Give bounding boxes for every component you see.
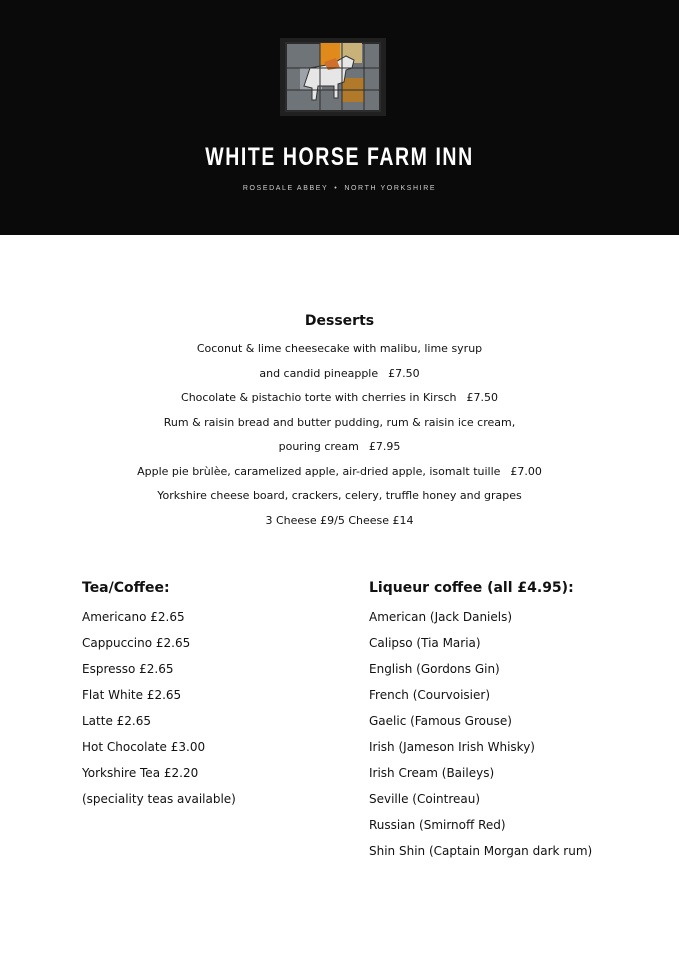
tea-coffee-item: Espresso £2.65 [82,662,174,676]
dessert-line [0,411,679,436]
tea-coffee-section [82,577,236,812]
liqueur-coffee-item: Irish (Jameson Irish Whisky) [369,740,535,754]
location-village: ROSEDALE ABBEY [242,185,329,192]
liqueur-coffee-item: Russian (Smirnoff Red) [369,818,506,832]
dessert-price: £7.00 [510,464,542,478]
dessert-line [0,386,679,411]
stained-glass-horse-logo-icon [280,38,386,116]
location-county: NORTH YORKSHIRE [344,185,437,192]
dessert-line-text: 3 Cheese £9/5 Cheese £14 [265,513,414,527]
tea-coffee-item: Latte £2.65 [82,714,151,728]
dessert-line-text: Coconut & lime cheesecake with malibu, lime syrup [196,342,483,355]
location-separator: • [334,185,339,192]
liqueur-coffee-section [369,577,592,864]
dessert-line-text: pouring cream [278,440,359,453]
dessert-line-text: Chocolate & pistachio torte with cherries in Kirsch [181,391,457,404]
liqueur-coffee-item: Gaelic (Famous Grouse) [369,714,512,728]
desserts-heading: Desserts [304,313,375,329]
liqueur-coffee-item: Calipso (Tia Maria) [369,636,481,650]
liqueur-coffee-item: Irish Cream (Baileys) [369,766,495,780]
dessert-line [0,509,679,534]
dessert-line-text: Apple pie brùlèe, caramelized apple, air-dried apple, isomalt tuille [137,464,501,478]
tea-coffee-item: Yorkshire Tea £2.20 [82,766,199,780]
tea-coffee-item: Flat White £2.65 [82,688,182,702]
dessert-line [0,460,679,485]
liqueur-coffee-item: Shin Shin (Captain Morgan dark rum) [369,844,593,858]
dessert-line [0,435,679,460]
tea-coffee-note: (speciality teas available) [82,792,236,806]
liqueur-coffee-item: American (Jack Daniels) [369,610,513,624]
liqueur-coffee-heading: Liqueur coffee (all £4.95): [369,580,574,596]
tea-coffee-item: Cappuccino £2.65 [82,636,191,650]
liqueur-coffee-item: Seville (Cointreau) [369,792,481,806]
tea-coffee-heading: Tea/Coffee: [82,580,170,596]
inn-location-subtitle [0,185,679,192]
dessert-line [0,484,679,509]
dessert-line-text: Rum & raisin bread and butter pudding, rum & raisin ice cream, [163,415,516,429]
tea-coffee-item: Americano £2.65 [82,610,185,624]
inn-name-title: WHITE HORSE FARM INN [205,143,474,171]
dessert-line-text: Yorkshire cheese board, crackers, celery, truffle honey and grapes [157,489,522,502]
header-banner [0,0,679,235]
dessert-price: £7.95 [368,440,401,453]
dessert-line-text: and candid pineapple [259,366,379,380]
tea-coffee-item: Hot Chocolate £3.00 [82,740,206,754]
dessert-price: £7.50 [388,366,420,380]
dessert-price: £7.50 [466,391,498,404]
liqueur-coffee-item: English (Gordons Gin) [369,662,500,676]
dessert-line [0,337,679,362]
dessert-line [0,362,679,387]
liqueur-coffee-item: French (Courvoisier) [369,688,491,702]
desserts-section [0,311,679,533]
